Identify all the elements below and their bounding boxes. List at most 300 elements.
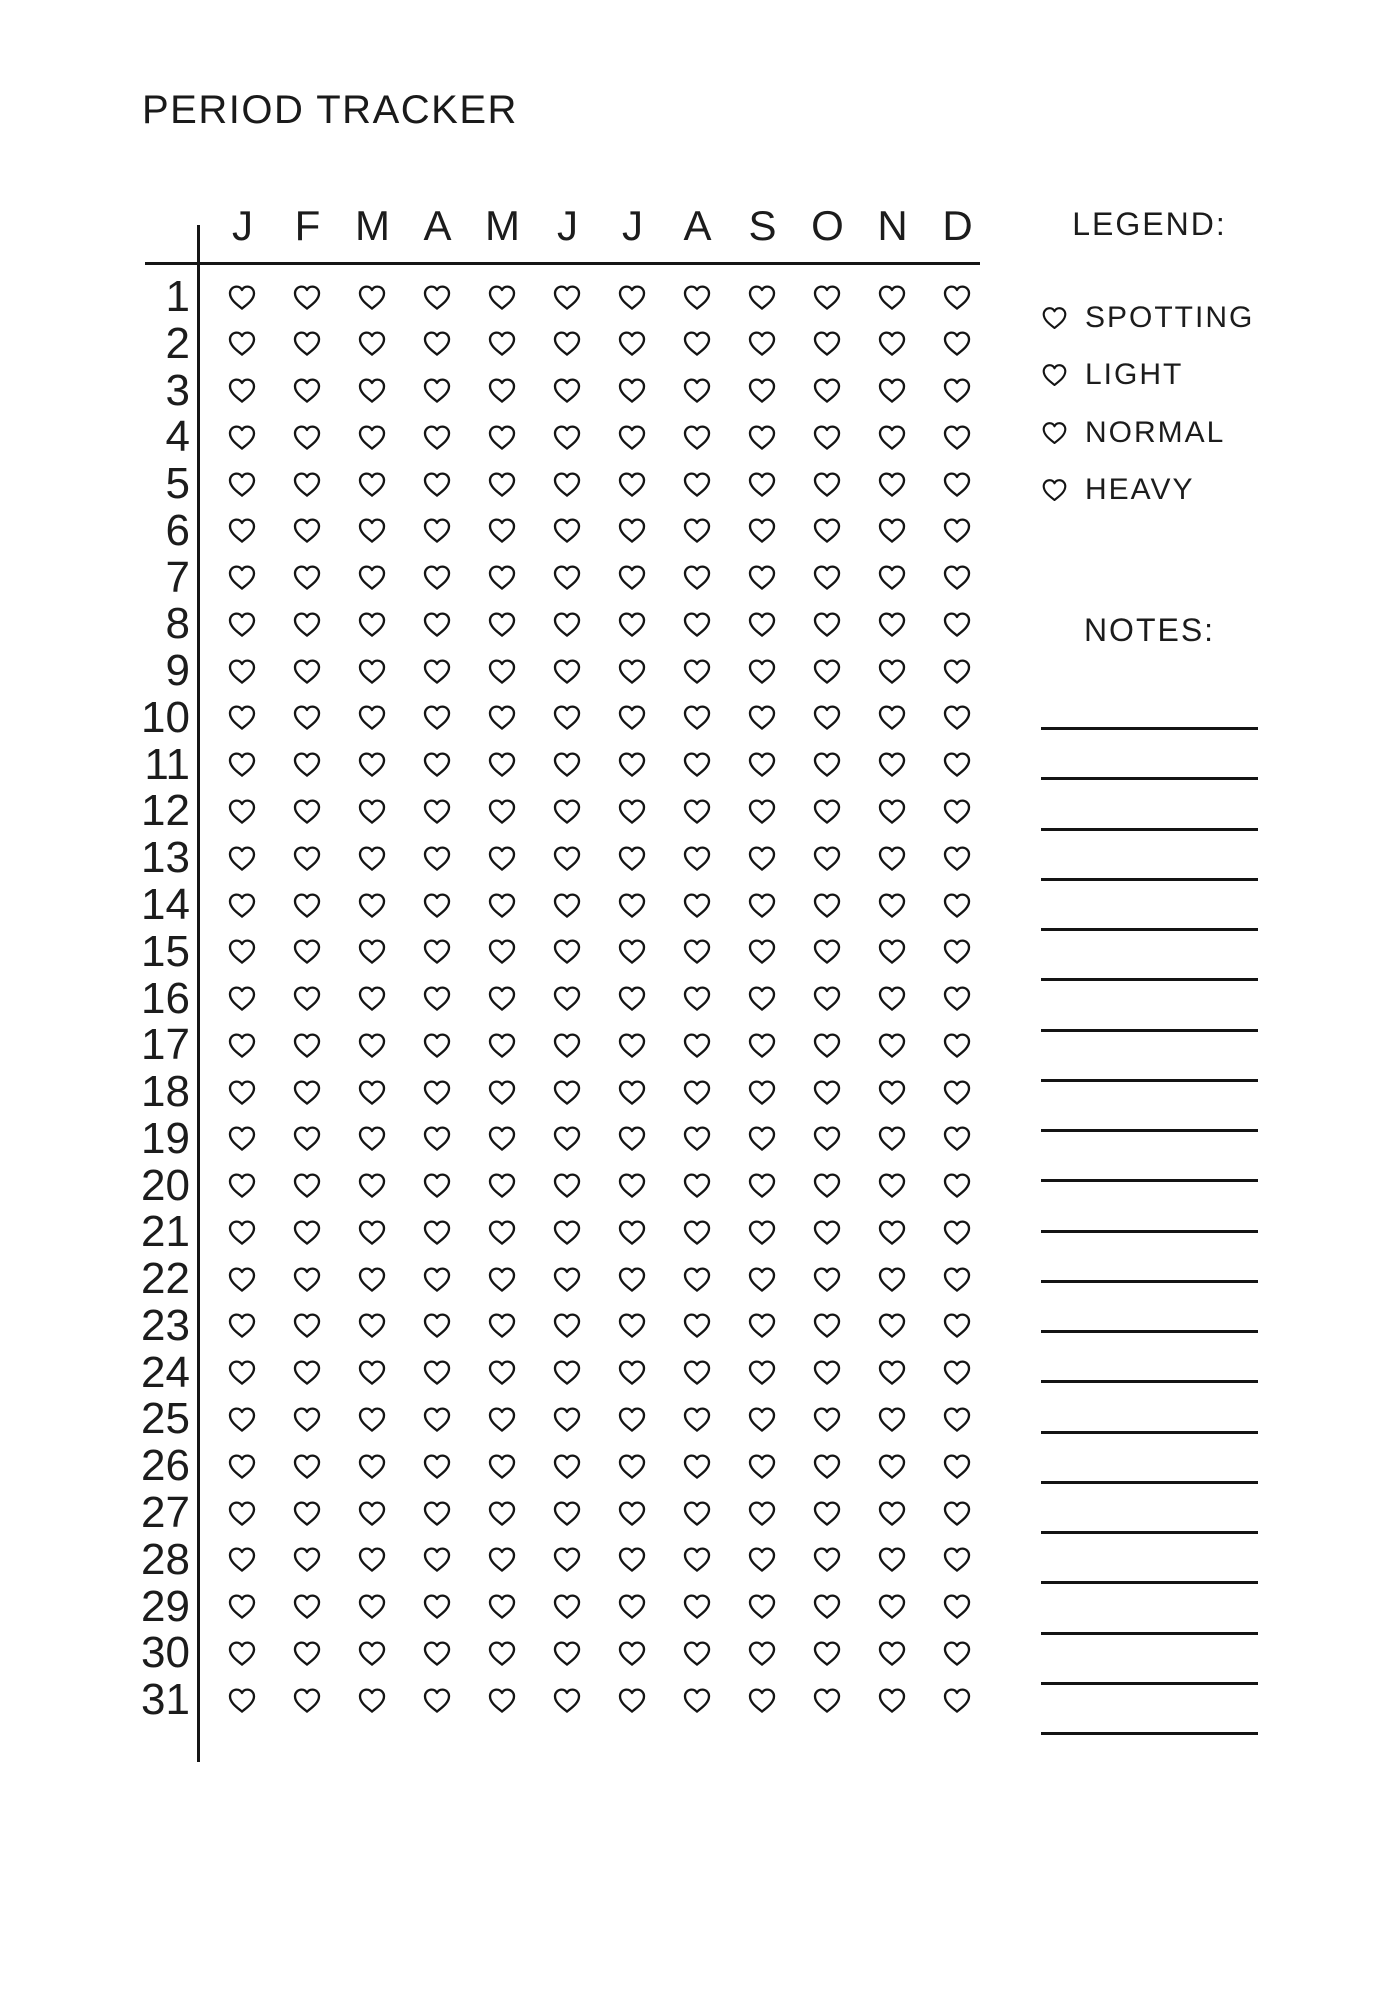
- day-heart-cell[interactable]: [292, 1546, 322, 1573]
- day-heart-cell[interactable]: [877, 1172, 907, 1199]
- day-heart-cell[interactable]: [812, 377, 842, 404]
- day-heart-cell[interactable]: [617, 704, 647, 731]
- day-heart-cell[interactable]: [357, 985, 387, 1012]
- day-heart-cell[interactable]: [682, 1172, 712, 1199]
- day-heart-cell[interactable]: [227, 1079, 257, 1106]
- day-heart-cell[interactable]: [877, 1125, 907, 1152]
- notes-line[interactable]: [1041, 928, 1258, 931]
- day-heart-cell[interactable]: [877, 751, 907, 778]
- day-heart-cell[interactable]: [877, 938, 907, 965]
- day-heart-cell[interactable]: [357, 517, 387, 544]
- day-heart-cell[interactable]: [552, 611, 582, 638]
- day-heart-cell[interactable]: [942, 751, 972, 778]
- day-heart-cell[interactable]: [227, 658, 257, 685]
- day-heart-cell[interactable]: [682, 377, 712, 404]
- day-heart-cell[interactable]: [617, 1125, 647, 1152]
- notes-line[interactable]: [1041, 1079, 1258, 1082]
- day-heart-cell[interactable]: [682, 1593, 712, 1620]
- day-heart-cell[interactable]: [747, 1359, 777, 1386]
- day-heart-cell[interactable]: [812, 1312, 842, 1339]
- day-heart-cell[interactable]: [552, 892, 582, 919]
- day-heart-cell[interactable]: [227, 1546, 257, 1573]
- day-heart-cell[interactable]: [812, 1593, 842, 1620]
- day-heart-cell[interactable]: [552, 377, 582, 404]
- day-heart-cell[interactable]: [357, 892, 387, 919]
- day-heart-cell[interactable]: [617, 1172, 647, 1199]
- day-heart-cell[interactable]: [227, 517, 257, 544]
- day-heart-cell[interactable]: [422, 1172, 452, 1199]
- day-heart-cell[interactable]: [227, 892, 257, 919]
- day-heart-cell[interactable]: [812, 330, 842, 357]
- day-heart-cell[interactable]: [552, 1219, 582, 1246]
- day-heart-cell[interactable]: [292, 1172, 322, 1199]
- day-heart-cell[interactable]: [942, 938, 972, 965]
- day-heart-cell[interactable]: [682, 1640, 712, 1667]
- day-heart-cell[interactable]: [747, 1172, 777, 1199]
- day-heart-cell[interactable]: [552, 751, 582, 778]
- day-heart-cell[interactable]: [227, 938, 257, 965]
- day-heart-cell[interactable]: [552, 1546, 582, 1573]
- day-heart-cell[interactable]: [747, 798, 777, 825]
- day-heart-cell[interactable]: [292, 1640, 322, 1667]
- day-heart-cell[interactable]: [292, 471, 322, 498]
- day-heart-cell[interactable]: [942, 330, 972, 357]
- day-heart-cell[interactable]: [292, 1266, 322, 1293]
- day-heart-cell[interactable]: [617, 845, 647, 872]
- day-heart-cell[interactable]: [942, 1359, 972, 1386]
- day-heart-cell[interactable]: [747, 1266, 777, 1293]
- day-heart-cell[interactable]: [552, 938, 582, 965]
- day-heart-cell[interactable]: [292, 1687, 322, 1714]
- day-heart-cell[interactable]: [942, 517, 972, 544]
- day-heart-cell[interactable]: [812, 1219, 842, 1246]
- day-heart-cell[interactable]: [487, 892, 517, 919]
- day-heart-cell[interactable]: [812, 1359, 842, 1386]
- day-heart-cell[interactable]: [487, 1032, 517, 1059]
- day-heart-cell[interactable]: [357, 1546, 387, 1573]
- day-heart-cell[interactable]: [292, 611, 322, 638]
- day-heart-cell[interactable]: [487, 1079, 517, 1106]
- day-heart-cell[interactable]: [292, 1406, 322, 1433]
- day-heart-cell[interactable]: [747, 284, 777, 311]
- notes-line[interactable]: [1041, 727, 1258, 730]
- day-heart-cell[interactable]: [812, 1500, 842, 1527]
- day-heart-cell[interactable]: [552, 284, 582, 311]
- day-heart-cell[interactable]: [227, 471, 257, 498]
- day-heart-cell[interactable]: [292, 1079, 322, 1106]
- day-heart-cell[interactable]: [682, 284, 712, 311]
- day-heart-cell[interactable]: [552, 1172, 582, 1199]
- day-heart-cell[interactable]: [422, 1687, 452, 1714]
- day-heart-cell[interactable]: [422, 330, 452, 357]
- notes-line[interactable]: [1041, 1581, 1258, 1584]
- day-heart-cell[interactable]: [227, 1219, 257, 1246]
- day-heart-cell[interactable]: [227, 1406, 257, 1433]
- day-heart-cell[interactable]: [747, 1406, 777, 1433]
- day-heart-cell[interactable]: [487, 1500, 517, 1527]
- day-heart-cell[interactable]: [487, 517, 517, 544]
- day-heart-cell[interactable]: [942, 985, 972, 1012]
- day-heart-cell[interactable]: [942, 1032, 972, 1059]
- day-heart-cell[interactable]: [292, 1125, 322, 1152]
- day-heart-cell[interactable]: [617, 377, 647, 404]
- day-heart-cell[interactable]: [682, 658, 712, 685]
- day-heart-cell[interactable]: [747, 1453, 777, 1480]
- day-heart-cell[interactable]: [422, 704, 452, 731]
- day-heart-cell[interactable]: [357, 1406, 387, 1433]
- day-heart-cell[interactable]: [877, 517, 907, 544]
- day-heart-cell[interactable]: [877, 845, 907, 872]
- day-heart-cell[interactable]: [682, 1079, 712, 1106]
- day-heart-cell[interactable]: [617, 1453, 647, 1480]
- day-heart-cell[interactable]: [747, 658, 777, 685]
- day-heart-cell[interactable]: [812, 1079, 842, 1106]
- day-heart-cell[interactable]: [487, 845, 517, 872]
- day-heart-cell[interactable]: [292, 845, 322, 872]
- day-heart-cell[interactable]: [227, 1125, 257, 1152]
- day-heart-cell[interactable]: [357, 330, 387, 357]
- day-heart-cell[interactable]: [292, 892, 322, 919]
- day-heart-cell[interactable]: [552, 1312, 582, 1339]
- day-heart-cell[interactable]: [227, 751, 257, 778]
- day-heart-cell[interactable]: [877, 377, 907, 404]
- day-heart-cell[interactable]: [552, 1266, 582, 1293]
- day-heart-cell[interactable]: [942, 1687, 972, 1714]
- day-heart-cell[interactable]: [877, 1266, 907, 1293]
- day-heart-cell[interactable]: [812, 1687, 842, 1714]
- day-heart-cell[interactable]: [682, 1453, 712, 1480]
- day-heart-cell[interactable]: [357, 1219, 387, 1246]
- day-heart-cell[interactable]: [227, 845, 257, 872]
- notes-line[interactable]: [1041, 1380, 1258, 1383]
- day-heart-cell[interactable]: [227, 1172, 257, 1199]
- day-heart-cell[interactable]: [227, 1453, 257, 1480]
- day-heart-cell[interactable]: [747, 330, 777, 357]
- day-heart-cell[interactable]: [812, 424, 842, 451]
- day-heart-cell[interactable]: [422, 1640, 452, 1667]
- day-heart-cell[interactable]: [617, 564, 647, 591]
- day-heart-cell[interactable]: [812, 611, 842, 638]
- day-heart-cell[interactable]: [227, 1032, 257, 1059]
- day-heart-cell[interactable]: [617, 330, 647, 357]
- day-heart-cell[interactable]: [487, 284, 517, 311]
- day-heart-cell[interactable]: [422, 1406, 452, 1433]
- day-heart-cell[interactable]: [812, 658, 842, 685]
- day-heart-cell[interactable]: [682, 1312, 712, 1339]
- day-heart-cell[interactable]: [552, 798, 582, 825]
- day-heart-cell[interactable]: [357, 1266, 387, 1293]
- day-heart-cell[interactable]: [747, 1032, 777, 1059]
- day-heart-cell[interactable]: [747, 751, 777, 778]
- day-heart-cell[interactable]: [422, 1125, 452, 1152]
- day-heart-cell[interactable]: [617, 1359, 647, 1386]
- day-heart-cell[interactable]: [812, 284, 842, 311]
- day-heart-cell[interactable]: [812, 1453, 842, 1480]
- day-heart-cell[interactable]: [942, 564, 972, 591]
- day-heart-cell[interactable]: [682, 1500, 712, 1527]
- day-heart-cell[interactable]: [812, 1032, 842, 1059]
- day-heart-cell[interactable]: [227, 1500, 257, 1527]
- day-heart-cell[interactable]: [422, 1593, 452, 1620]
- day-heart-cell[interactable]: [617, 1406, 647, 1433]
- day-heart-cell[interactable]: [877, 1500, 907, 1527]
- day-heart-cell[interactable]: [357, 564, 387, 591]
- day-heart-cell[interactable]: [747, 471, 777, 498]
- day-heart-cell[interactable]: [877, 611, 907, 638]
- day-heart-cell[interactable]: [747, 1219, 777, 1246]
- day-heart-cell[interactable]: [812, 704, 842, 731]
- day-heart-cell[interactable]: [487, 1453, 517, 1480]
- day-heart-cell[interactable]: [422, 1079, 452, 1106]
- notes-line[interactable]: [1041, 1682, 1258, 1685]
- day-heart-cell[interactable]: [552, 845, 582, 872]
- day-heart-cell[interactable]: [552, 704, 582, 731]
- day-heart-cell[interactable]: [877, 1032, 907, 1059]
- day-heart-cell[interactable]: [227, 1640, 257, 1667]
- day-heart-cell[interactable]: [747, 1640, 777, 1667]
- day-heart-cell[interactable]: [942, 1219, 972, 1246]
- day-heart-cell[interactable]: [617, 1266, 647, 1293]
- day-heart-cell[interactable]: [747, 892, 777, 919]
- day-heart-cell[interactable]: [617, 1593, 647, 1620]
- day-heart-cell[interactable]: [357, 611, 387, 638]
- day-heart-cell[interactable]: [812, 985, 842, 1012]
- day-heart-cell[interactable]: [682, 564, 712, 591]
- day-heart-cell[interactable]: [357, 1125, 387, 1152]
- day-heart-cell[interactable]: [487, 1546, 517, 1573]
- day-heart-cell[interactable]: [617, 658, 647, 685]
- day-heart-cell[interactable]: [877, 1546, 907, 1573]
- day-heart-cell[interactable]: [292, 377, 322, 404]
- day-heart-cell[interactable]: [422, 892, 452, 919]
- day-heart-cell[interactable]: [812, 1266, 842, 1293]
- day-heart-cell[interactable]: [812, 1406, 842, 1433]
- day-heart-cell[interactable]: [617, 798, 647, 825]
- day-heart-cell[interactable]: [682, 611, 712, 638]
- day-heart-cell[interactable]: [747, 704, 777, 731]
- day-heart-cell[interactable]: [877, 1079, 907, 1106]
- day-heart-cell[interactable]: [292, 704, 322, 731]
- day-heart-cell[interactable]: [487, 564, 517, 591]
- day-heart-cell[interactable]: [812, 517, 842, 544]
- day-heart-cell[interactable]: [812, 1640, 842, 1667]
- day-heart-cell[interactable]: [617, 424, 647, 451]
- day-heart-cell[interactable]: [942, 1640, 972, 1667]
- day-heart-cell[interactable]: [487, 658, 517, 685]
- day-heart-cell[interactable]: [877, 330, 907, 357]
- day-heart-cell[interactable]: [747, 1687, 777, 1714]
- day-heart-cell[interactable]: [942, 611, 972, 638]
- day-heart-cell[interactable]: [617, 1546, 647, 1573]
- day-heart-cell[interactable]: [552, 1032, 582, 1059]
- day-heart-cell[interactable]: [617, 284, 647, 311]
- day-heart-cell[interactable]: [292, 330, 322, 357]
- day-heart-cell[interactable]: [422, 798, 452, 825]
- notes-line[interactable]: [1041, 1732, 1258, 1735]
- day-heart-cell[interactable]: [357, 1032, 387, 1059]
- day-heart-cell[interactable]: [552, 330, 582, 357]
- day-heart-cell[interactable]: [877, 284, 907, 311]
- day-heart-cell[interactable]: [682, 517, 712, 544]
- day-heart-cell[interactable]: [357, 284, 387, 311]
- day-heart-cell[interactable]: [942, 1546, 972, 1573]
- day-heart-cell[interactable]: [617, 1640, 647, 1667]
- day-heart-cell[interactable]: [617, 471, 647, 498]
- day-heart-cell[interactable]: [877, 1312, 907, 1339]
- day-heart-cell[interactable]: [357, 1312, 387, 1339]
- day-heart-cell[interactable]: [552, 1406, 582, 1433]
- day-heart-cell[interactable]: [747, 1546, 777, 1573]
- notes-line[interactable]: [1041, 1632, 1258, 1635]
- day-heart-cell[interactable]: [747, 564, 777, 591]
- notes-line[interactable]: [1041, 777, 1258, 780]
- day-heart-cell[interactable]: [877, 471, 907, 498]
- day-heart-cell[interactable]: [487, 330, 517, 357]
- day-heart-cell[interactable]: [357, 1079, 387, 1106]
- day-heart-cell[interactable]: [617, 1312, 647, 1339]
- day-heart-cell[interactable]: [422, 1453, 452, 1480]
- day-heart-cell[interactable]: [552, 658, 582, 685]
- day-heart-cell[interactable]: [292, 985, 322, 1012]
- day-heart-cell[interactable]: [617, 1500, 647, 1527]
- day-heart-cell[interactable]: [682, 424, 712, 451]
- day-heart-cell[interactable]: [617, 1032, 647, 1059]
- day-heart-cell[interactable]: [812, 1546, 842, 1573]
- day-heart-cell[interactable]: [422, 517, 452, 544]
- day-heart-cell[interactable]: [292, 798, 322, 825]
- day-heart-cell[interactable]: [682, 1032, 712, 1059]
- day-heart-cell[interactable]: [747, 1593, 777, 1620]
- notes-line[interactable]: [1041, 1280, 1258, 1283]
- day-heart-cell[interactable]: [682, 471, 712, 498]
- day-heart-cell[interactable]: [942, 1125, 972, 1152]
- day-heart-cell[interactable]: [877, 892, 907, 919]
- day-heart-cell[interactable]: [747, 424, 777, 451]
- day-heart-cell[interactable]: [552, 1359, 582, 1386]
- day-heart-cell[interactable]: [942, 658, 972, 685]
- day-heart-cell[interactable]: [942, 1266, 972, 1293]
- notes-line[interactable]: [1041, 878, 1258, 881]
- day-heart-cell[interactable]: [422, 424, 452, 451]
- day-heart-cell[interactable]: [292, 658, 322, 685]
- notes-line[interactable]: [1041, 1531, 1258, 1534]
- day-heart-cell[interactable]: [357, 1640, 387, 1667]
- day-heart-cell[interactable]: [877, 1359, 907, 1386]
- day-heart-cell[interactable]: [812, 798, 842, 825]
- day-heart-cell[interactable]: [487, 424, 517, 451]
- day-heart-cell[interactable]: [227, 1312, 257, 1339]
- day-heart-cell[interactable]: [942, 1172, 972, 1199]
- day-heart-cell[interactable]: [227, 424, 257, 451]
- day-heart-cell[interactable]: [227, 798, 257, 825]
- day-heart-cell[interactable]: [487, 1640, 517, 1667]
- day-heart-cell[interactable]: [552, 1453, 582, 1480]
- day-heart-cell[interactable]: [682, 845, 712, 872]
- day-heart-cell[interactable]: [487, 1687, 517, 1714]
- day-heart-cell[interactable]: [487, 611, 517, 638]
- day-heart-cell[interactable]: [877, 1219, 907, 1246]
- day-heart-cell[interactable]: [227, 377, 257, 404]
- day-heart-cell[interactable]: [422, 471, 452, 498]
- day-heart-cell[interactable]: [292, 1593, 322, 1620]
- day-heart-cell[interactable]: [422, 284, 452, 311]
- day-heart-cell[interactable]: [422, 377, 452, 404]
- day-heart-cell[interactable]: [682, 751, 712, 778]
- day-heart-cell[interactable]: [682, 892, 712, 919]
- day-heart-cell[interactable]: [487, 1219, 517, 1246]
- day-heart-cell[interactable]: [487, 938, 517, 965]
- day-heart-cell[interactable]: [682, 1359, 712, 1386]
- day-heart-cell[interactable]: [227, 1266, 257, 1293]
- day-heart-cell[interactable]: [357, 658, 387, 685]
- day-heart-cell[interactable]: [422, 845, 452, 872]
- notes-line[interactable]: [1041, 1129, 1258, 1132]
- notes-line[interactable]: [1041, 1330, 1258, 1333]
- day-heart-cell[interactable]: [292, 284, 322, 311]
- day-heart-cell[interactable]: [812, 845, 842, 872]
- day-heart-cell[interactable]: [422, 751, 452, 778]
- notes-line[interactable]: [1041, 1230, 1258, 1233]
- day-heart-cell[interactable]: [227, 284, 257, 311]
- day-heart-cell[interactable]: [487, 1266, 517, 1293]
- day-heart-cell[interactable]: [422, 1219, 452, 1246]
- day-heart-cell[interactable]: [877, 704, 907, 731]
- day-heart-cell[interactable]: [227, 1359, 257, 1386]
- day-heart-cell[interactable]: [877, 798, 907, 825]
- day-heart-cell[interactable]: [682, 1266, 712, 1293]
- day-heart-cell[interactable]: [422, 985, 452, 1012]
- notes-line[interactable]: [1041, 978, 1258, 981]
- day-heart-cell[interactable]: [422, 1312, 452, 1339]
- day-heart-cell[interactable]: [292, 1032, 322, 1059]
- day-heart-cell[interactable]: [292, 1359, 322, 1386]
- day-heart-cell[interactable]: [942, 892, 972, 919]
- day-heart-cell[interactable]: [942, 284, 972, 311]
- day-heart-cell[interactable]: [812, 1125, 842, 1152]
- day-heart-cell[interactable]: [747, 611, 777, 638]
- day-heart-cell[interactable]: [422, 1359, 452, 1386]
- day-heart-cell[interactable]: [357, 424, 387, 451]
- day-heart-cell[interactable]: [422, 1500, 452, 1527]
- day-heart-cell[interactable]: [227, 564, 257, 591]
- day-heart-cell[interactable]: [942, 471, 972, 498]
- day-heart-cell[interactable]: [747, 845, 777, 872]
- day-heart-cell[interactable]: [617, 938, 647, 965]
- day-heart-cell[interactable]: [747, 1500, 777, 1527]
- day-heart-cell[interactable]: [812, 564, 842, 591]
- notes-line[interactable]: [1041, 1481, 1258, 1484]
- notes-line[interactable]: [1041, 828, 1258, 831]
- day-heart-cell[interactable]: [292, 751, 322, 778]
- day-heart-cell[interactable]: [487, 1312, 517, 1339]
- day-heart-cell[interactable]: [877, 1593, 907, 1620]
- day-heart-cell[interactable]: [552, 1125, 582, 1152]
- day-heart-cell[interactable]: [942, 704, 972, 731]
- day-heart-cell[interactable]: [877, 1687, 907, 1714]
- day-heart-cell[interactable]: [357, 471, 387, 498]
- day-heart-cell[interactable]: [682, 330, 712, 357]
- day-heart-cell[interactable]: [227, 611, 257, 638]
- day-heart-cell[interactable]: [487, 798, 517, 825]
- day-heart-cell[interactable]: [682, 985, 712, 1012]
- day-heart-cell[interactable]: [357, 377, 387, 404]
- day-heart-cell[interactable]: [487, 1359, 517, 1386]
- day-heart-cell[interactable]: [812, 938, 842, 965]
- day-heart-cell[interactable]: [552, 1500, 582, 1527]
- day-heart-cell[interactable]: [292, 938, 322, 965]
- day-heart-cell[interactable]: [877, 1640, 907, 1667]
- day-heart-cell[interactable]: [617, 1079, 647, 1106]
